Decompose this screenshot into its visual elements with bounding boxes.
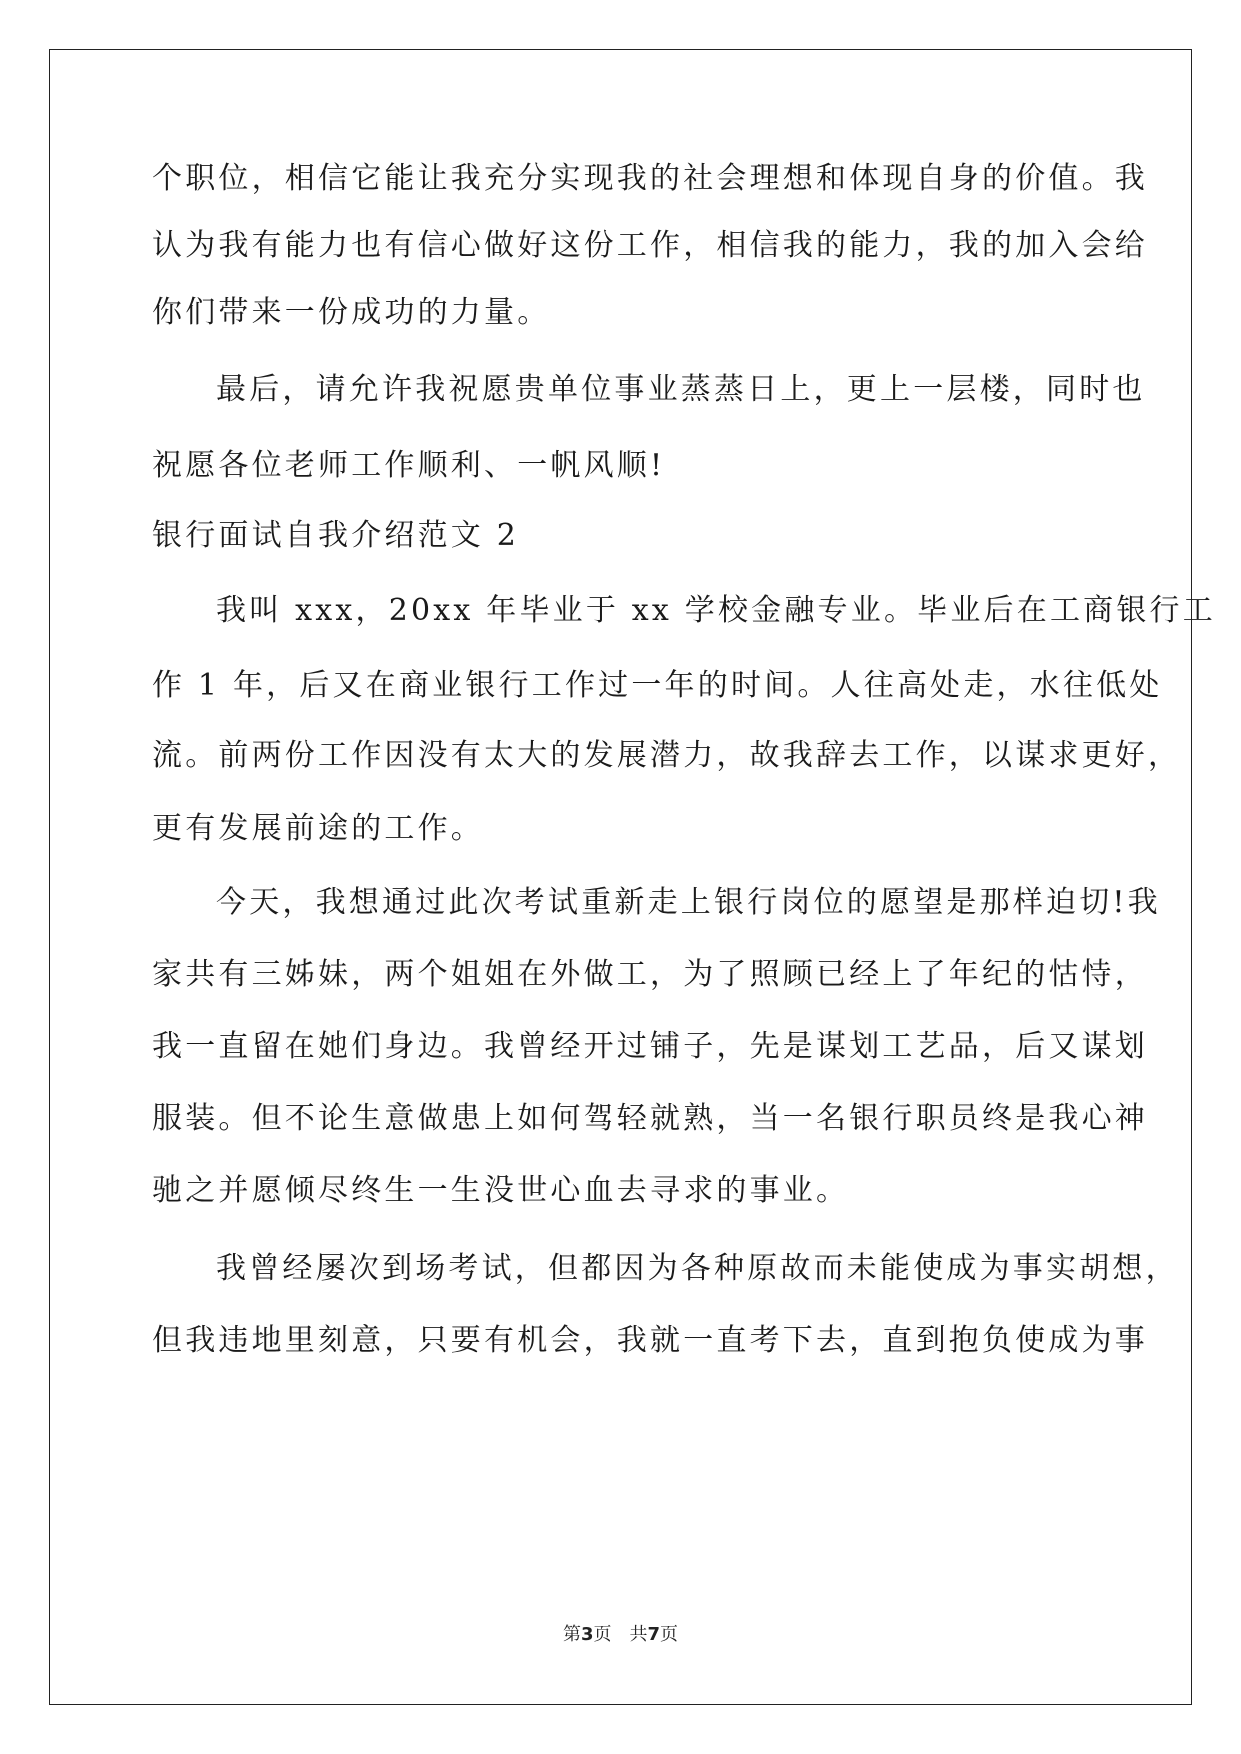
total-unit: 页 [660,1624,679,1645]
body-line: 祝愿各位老师工作顺利、一帆风顺! [152,448,666,483]
body-line: 最后，请允许我祝愿贵单位事业蒸蒸日上，更上一层楼，同时也 [216,372,1146,407]
body-line: 作 1 年，后又在商业银行工作过一年的时间。人往高处走，水往低处 [152,668,1163,703]
body-line: 你们带来一份成功的力量。 [152,295,551,330]
body-line: 我叫 xxx，20xx 年毕业于 xx 学校金融专业。毕业后在工商银行工 [216,593,1216,628]
section-heading: 银行面试自我介绍范文 2 [152,518,520,553]
page-unit: 页 [593,1624,612,1645]
body-line: 我曾经屡次到场考试，但都因为各种原故而未能使成为事实胡想， [216,1251,1179,1286]
body-line: 流。前两份工作因没有太大的发展潜力，故我辞去工作，以谋求更好， [152,738,1182,773]
body-line: 更有发展前途的工作。 [152,811,484,846]
page-prefix: 第 [562,1624,581,1645]
body-line: 但我违地里刻意，只要有机会，我就一直考下去，直到抱负使成为事 [152,1323,1148,1358]
body-line: 个职位，相信它能让我充分实现我的社会理想和体现自身的价值。我 [152,161,1148,196]
body-line: 家共有三姊妹，两个姐姐在外做工，为了照顾已经上了年纪的怙恃， [152,957,1148,992]
page-total: 7 [647,1624,661,1645]
total-prefix: 共 [629,1624,648,1645]
body-line: 我一直留在她们身边。我曾经开过铺子，先是谋划工艺品，后又谋划 [152,1029,1148,1064]
body-line: 今天，我想通过此次考试重新走上银行岗位的愿望是那样迫切!我 [216,885,1161,920]
page-current: 3 [580,1624,594,1645]
body-line: 驰之并愿倾尽终生一生没世心血去寻求的事业。 [152,1173,850,1208]
body-line: 认为我有能力也有信心做好这份工作，相信我的能力，我的加入会给 [152,228,1148,263]
body-line: 服装。但不论生意做患上如何驾轻就熟，当一名银行职员终是我心神 [152,1101,1148,1136]
page-footer [0,1624,1241,1646]
